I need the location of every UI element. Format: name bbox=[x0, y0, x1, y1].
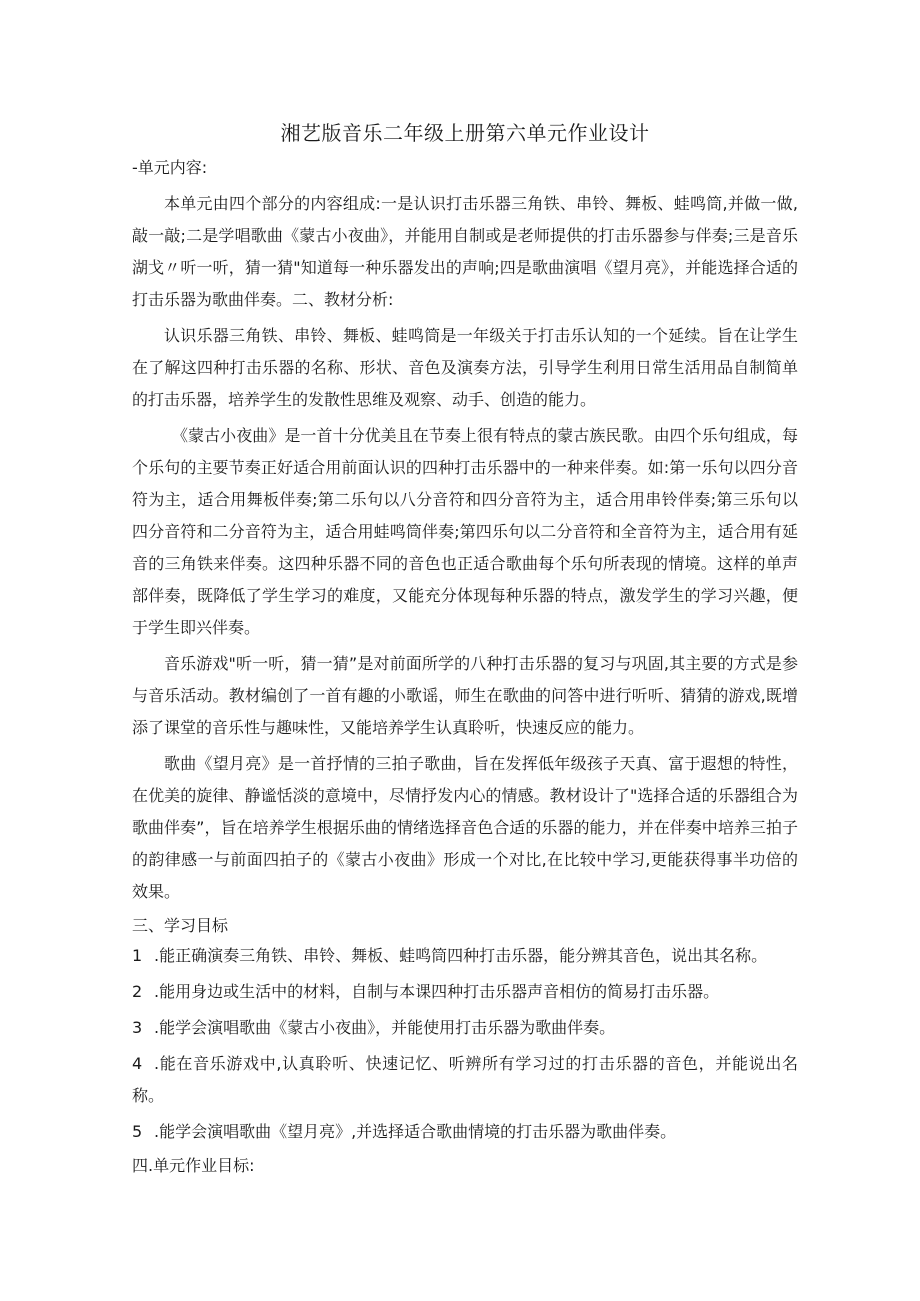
objective-number: 3 bbox=[132, 1018, 143, 1037]
objective-number: 4 bbox=[132, 1054, 143, 1073]
objective-item bbox=[132, 1116, 798, 1148]
objective-number: 1 bbox=[132, 946, 143, 965]
objective-item bbox=[132, 940, 798, 972]
objective-text: .能在音乐游戏中,认真聆听、快速记忆、听辨所有学习过的打击乐器的音色，并能说出名称。 bbox=[132, 1054, 798, 1105]
objectives-list bbox=[132, 940, 798, 1148]
document-page bbox=[132, 118, 798, 1180]
objective-item bbox=[132, 976, 798, 1008]
section-heading-learning-objectives: 三、学习目标 bbox=[132, 916, 229, 935]
objective-number: 5 bbox=[132, 1122, 143, 1141]
objective-text: .能用身边或生活中的材料，自制与本课四种打击乐器声音相仿的简易打击乐器。 bbox=[154, 982, 720, 1001]
objective-text: .能学会演唱歌曲《望月亮》,并选择适合歌曲情境的打击乐器为歌曲伴奏。 bbox=[154, 1122, 677, 1141]
paragraph-instrument-analysis: 认识乐器三角铁、串铃、舞板、蛙鸣筒是一年级关于打击乐认知的一个延续。旨在让学生在了解这四种打击乐器的名称、形状、音色及演奏方法，引导学生利用日常生活用品自制简单的打击乐器，培养学生的发散性思维及观察、动手、创造的能力。 bbox=[132, 326, 798, 409]
paragraph-unit-content: 本单元由四个部分的内容组成:一是认识打击乐器三角铁、串铃、舞板、蛙鸣筒,并做一做,敲一敲;二是学唱歌曲《蒙古小夜曲》，并能用自制或是老师提供的打击乐器参与伴奏;三是音乐湖戈〃听一听，猜一猜"知道每一种乐器发出的声响;四是歌曲演唱《望月亮》，并能选择合适的打击乐器为歌曲伴奏。二、教材分析: bbox=[132, 194, 798, 309]
objective-text: .能正确演奏三角铁、串铃、舞板、蛙鸣筒四种打击乐器，能分辨其音色，说出其名称。 bbox=[154, 946, 768, 965]
objective-item bbox=[132, 1048, 798, 1112]
objective-item bbox=[132, 1012, 798, 1044]
objective-text: .能学会演唱歌曲《蒙古小夜曲》，并能使用打击乐器为歌曲伴奏。 bbox=[154, 1018, 616, 1037]
document-title: 湘艺版音乐二年级上册第六单元作业设计 bbox=[280, 121, 650, 145]
paragraph-mongolian-serenade: 《蒙古小夜曲》是一首十分优美且在节奏上很有特点的蒙古族民歌。由四个乐句组成，每个乐句的主要节奏正好适合用前面认识的四种打击乐器中的一种来伴奏。如:第一乐句以四分音符为主，适合用舞板伴奏;第二乐句以八分音符和四分音符为主，适合用串铃伴奏;第三乐句以四分音符和二分音符为主，适合用蛙鸣筒伴奏;第四乐句以二分音符和全音符为主，适合用有延音的三角铁来伴奏。这四种乐器不同的音色也正适合歌曲每个乐句所表现的情境。这样的单声部伴奏，既降低了学生学习的难度，又能充分体现每种乐器的特点，激发学生的学习兴趣，便于学生即兴伴奏。 bbox=[132, 426, 798, 637]
paragraph-looking-at-moon: 歌曲《望月亮》是一首抒情的三拍子歌曲，旨在发挥低年级孩子天真、富于遐想的特性，在优美的旋律、静谧恬淡的意境中，尽情抒发内心的情感。教材设计了"选择合适的乐器组合为歌曲伴奏”，旨在培养学生根据乐曲的情绪选择音色合适的乐器的能力，并在伴奏中培养三拍子的韵律感一与前面四拍子的《蒙古小夜曲》形成一个对比,在比较中学习,更能获得事半功倍的效果。 bbox=[132, 754, 798, 901]
section-heading-unit-content: -单元内容: bbox=[132, 158, 208, 177]
objective-number: 2 bbox=[132, 982, 143, 1001]
section-heading-unit-homework-goals: 四.单元作业目标: bbox=[132, 1156, 255, 1175]
paragraph-music-game: 音乐游戏"听一听，猜一猜”是对前面所学的八种打击乐器的复习与巩固,其主要的方式是参与音乐活动。教材编创了一首有趣的小歌谣，师生在歌曲的问答中进行听听、猜猜的游戏,既增添了课堂的音乐性与趣味性，又能培养学生认真聆听，快速反应的能力。 bbox=[132, 654, 798, 737]
